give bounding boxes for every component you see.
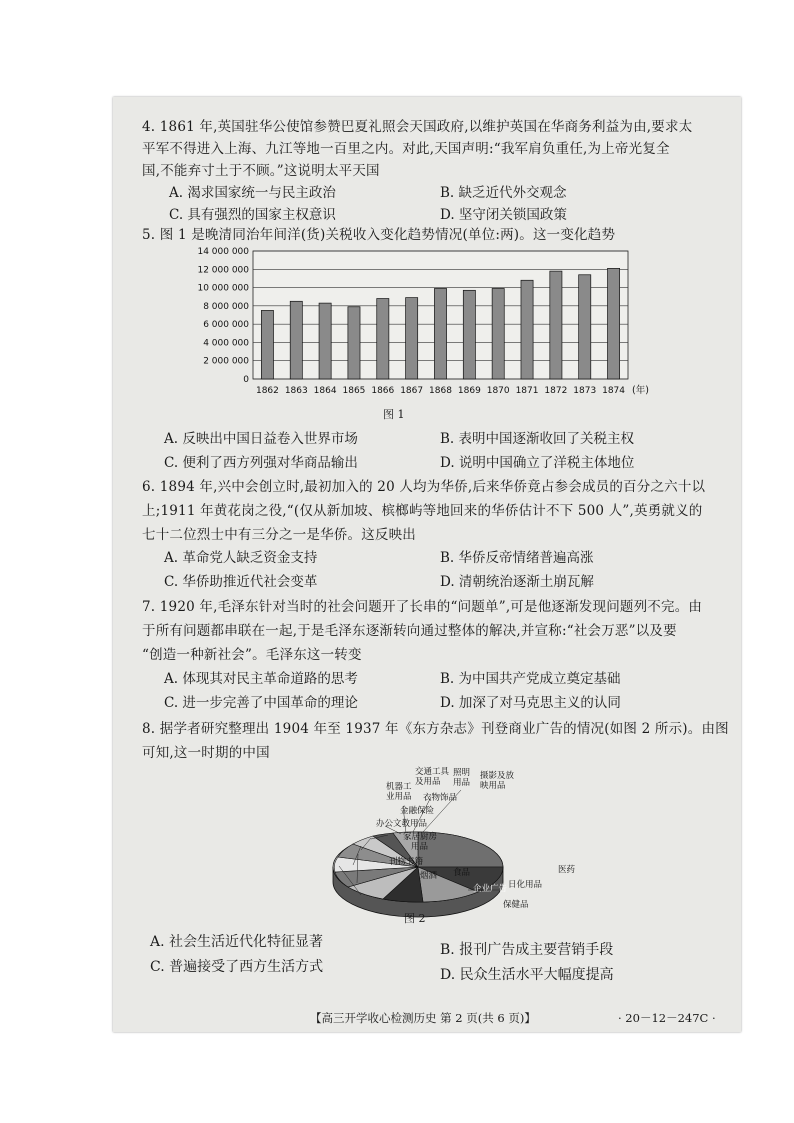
q6-option-d: D. 清朝统治逐渐土崩瓦解: [440, 574, 594, 590]
q7-option-c: C. 进一步完善了中国革命的理论: [164, 695, 358, 711]
q6-option-a: A. 革命党人缺乏资金支持: [164, 550, 318, 566]
q4-option-d: D. 坚守闭关锁国政策: [440, 207, 567, 223]
y-tick-label: 14 000 000: [197, 247, 249, 257]
advertising-pie-chart: [263, 762, 576, 912]
q8-stem-line-1: 8. 据学者研究整理出 1904 年至 1937 年《东方杂志》刊登商业广告的情况(如图 2 所示)。由图: [142, 721, 729, 737]
exam-page: [113, 97, 741, 1032]
q6-option-c: C. 华侨助推近代社会变革: [164, 574, 318, 590]
q4-option-c: C. 具有强烈的国家主权意识: [169, 207, 336, 223]
x-tick-label: 1866: [371, 386, 395, 396]
q7-option-b: B. 为中国共产党成立奠定基础: [440, 671, 621, 687]
q5-option-b: B. 表明中国逐渐收回了关税主权: [440, 431, 635, 447]
pie-label-home-line1: 家居厨房: [403, 832, 438, 842]
q5-option-c: C. 便利了西方列强对华商品输出: [164, 455, 358, 471]
q8-option-d: D. 民众生活水平大幅度提高: [440, 967, 614, 983]
pie-label-medicine: 医药: [558, 865, 576, 875]
pie-label-daily-chem: 日化用品: [508, 880, 543, 890]
pie-label-lighting-line1: 照明: [453, 768, 471, 778]
y-tick-label: 2 000 000: [203, 356, 249, 367]
bar-1867: [406, 298, 418, 379]
pie-label-publications: 刊物书籍: [389, 857, 424, 867]
q8-option-a: A. 社会生活近代化特征显著: [150, 934, 324, 950]
pie-label-machinery-line2: 业用品: [386, 792, 412, 802]
q8-option-b: B. 报刊广告成主要营销手段: [440, 942, 614, 958]
x-tick-label: 1864: [313, 386, 337, 396]
customs-revenue-bar-chart: [113, 243, 673, 403]
q7-option-d: D. 加深了对马克思主义的认同: [440, 695, 621, 711]
q6-option-b: B. 华侨反帝情绪普遍高涨: [440, 550, 594, 566]
q8-option-c: C. 普遍接受了西方生活方式: [150, 959, 324, 975]
q6-stem-line-3: 七十二位烈士中有三分之一是华侨。这反映出: [142, 527, 416, 543]
y-tick-label: 0: [243, 375, 249, 385]
figure-1-caption: 图 1: [383, 408, 405, 421]
q5-stem: 5. 图 1 是晚清同治年间洋(货)关税收入变化趋势情况(单位:两)。这一变化趋势: [142, 227, 616, 243]
bar-1865: [348, 307, 360, 379]
bar-1862: [261, 310, 273, 379]
y-tick-label: 6 000 000: [203, 320, 249, 331]
pie-label-photo-line1: 摄影及放: [480, 771, 515, 781]
pie-label-photo-line2: 映用品: [480, 781, 506, 791]
pie-label-office: 办公文教用品: [376, 819, 428, 829]
bar-1871: [521, 280, 533, 379]
x-tick-label: 1867: [400, 386, 424, 396]
pie-label-enterprise: 企业广告: [473, 884, 508, 894]
footer-page-info: 【高三开学收心检测历史 第 2 页(共 6 页)】: [310, 1011, 536, 1025]
q4-option-a: A. 渴求国家统一与民主政治: [169, 185, 336, 201]
x-tick-label: 1868: [429, 386, 452, 396]
q5-option-d: D. 说明中国确立了洋税主体地位: [440, 455, 635, 471]
q6-stem-line-2: 上;1911 年黄花岗之役,“(仅从新加坡、槟榔屿等地回来的华侨估计不下 500 人”,英勇就义的: [142, 503, 703, 519]
y-tick-label: 12 000 000: [197, 265, 249, 276]
bar-1873: [579, 275, 591, 379]
q4-stem-line-3: 国,不能弃寸土于不顾。”这说明太平天国: [142, 163, 380, 179]
q4-stem-line-2: 平军不得进入上海、九江等地一百里之内。对此,天国声明:“我军肩负重任,为上帝光复全: [142, 141, 670, 157]
pie-label-transport-line1: 交通工具: [415, 767, 450, 777]
bar-1863: [290, 301, 302, 379]
pie-label-finance: 金融保险: [400, 806, 435, 816]
bar-1864: [319, 303, 331, 379]
pie-label-clothing: 衣物饰品: [423, 793, 458, 803]
bar-1866: [377, 299, 389, 379]
x-tick-label: 1871: [515, 386, 539, 396]
x-tick-label: 1873: [573, 386, 597, 396]
bar-1874: [608, 268, 620, 379]
pie-label-home-line2: 用品: [411, 842, 429, 852]
q6-stem-line-1: 6. 1894 年,兴中会创立时,最初加入的 20 人均为华侨,后来华侨竟占参会成员的百分之六十以: [142, 479, 706, 495]
bar-1870: [492, 288, 504, 379]
figure-2-caption: 图 2: [404, 912, 426, 925]
q7-option-a: A. 体现其对民主革命道路的思考: [164, 671, 358, 687]
y-tick-label: 10 000 000: [197, 283, 249, 294]
pie-label-machinery-line1: 机器工: [386, 782, 412, 792]
q4-stem-line-1: 4. 1861 年,英国驻华公使馆参赞巴夏礼照会天国政府,以维护英国在华商务利益为由,要求太: [142, 119, 693, 135]
bar-1869: [463, 290, 475, 379]
q7-stem-line-1: 7. 1920 年,毛泽东针对当时的社会问题开了长串的“问题单”,可是他逐渐发现问题列不完。由: [142, 599, 703, 615]
footer-code: · 20－12－247C ·: [618, 1011, 716, 1025]
y-tick-label: 8 000 000: [203, 301, 249, 312]
x-tick-label: 1874: [602, 386, 626, 396]
bar-1868: [434, 288, 446, 379]
bar-1872: [550, 271, 562, 379]
x-tick-label: 1862: [255, 386, 279, 396]
pie-label-lighting-line2: 用品: [453, 778, 471, 788]
x-tick-label: 1870: [486, 386, 510, 396]
x-tick-label: 1872: [544, 386, 568, 396]
q7-stem-line-2: 于所有问题都串联在一起,于是毛泽东逐渐转向通过整体的解决,并宣称:“社会万恶”以及要: [142, 623, 677, 639]
q7-stem-line-3: “创造一种新社会”。毛泽东这一转变: [142, 647, 362, 663]
pie-label-tobacco: 烟酒: [420, 871, 438, 881]
x-tick-label: 1865: [342, 386, 366, 396]
x-tick-label: 1869: [457, 386, 481, 396]
pie-label-health: 保健品: [503, 900, 529, 910]
x-unit-label: (年): [632, 385, 649, 396]
q8-stem-line-2: 可知,这一时期的中国: [142, 745, 270, 761]
q5-option-a: A. 反映出中国日益卷入世界市场: [164, 431, 358, 447]
pie-label-food: 食品: [453, 868, 471, 878]
pie-label-transport-line2: 及用品: [415, 777, 441, 787]
x-tick-label: 1863: [284, 386, 308, 396]
y-tick-label: 4 000 000: [203, 338, 249, 349]
q4-option-b: B. 缺乏近代外交观念: [440, 185, 567, 201]
